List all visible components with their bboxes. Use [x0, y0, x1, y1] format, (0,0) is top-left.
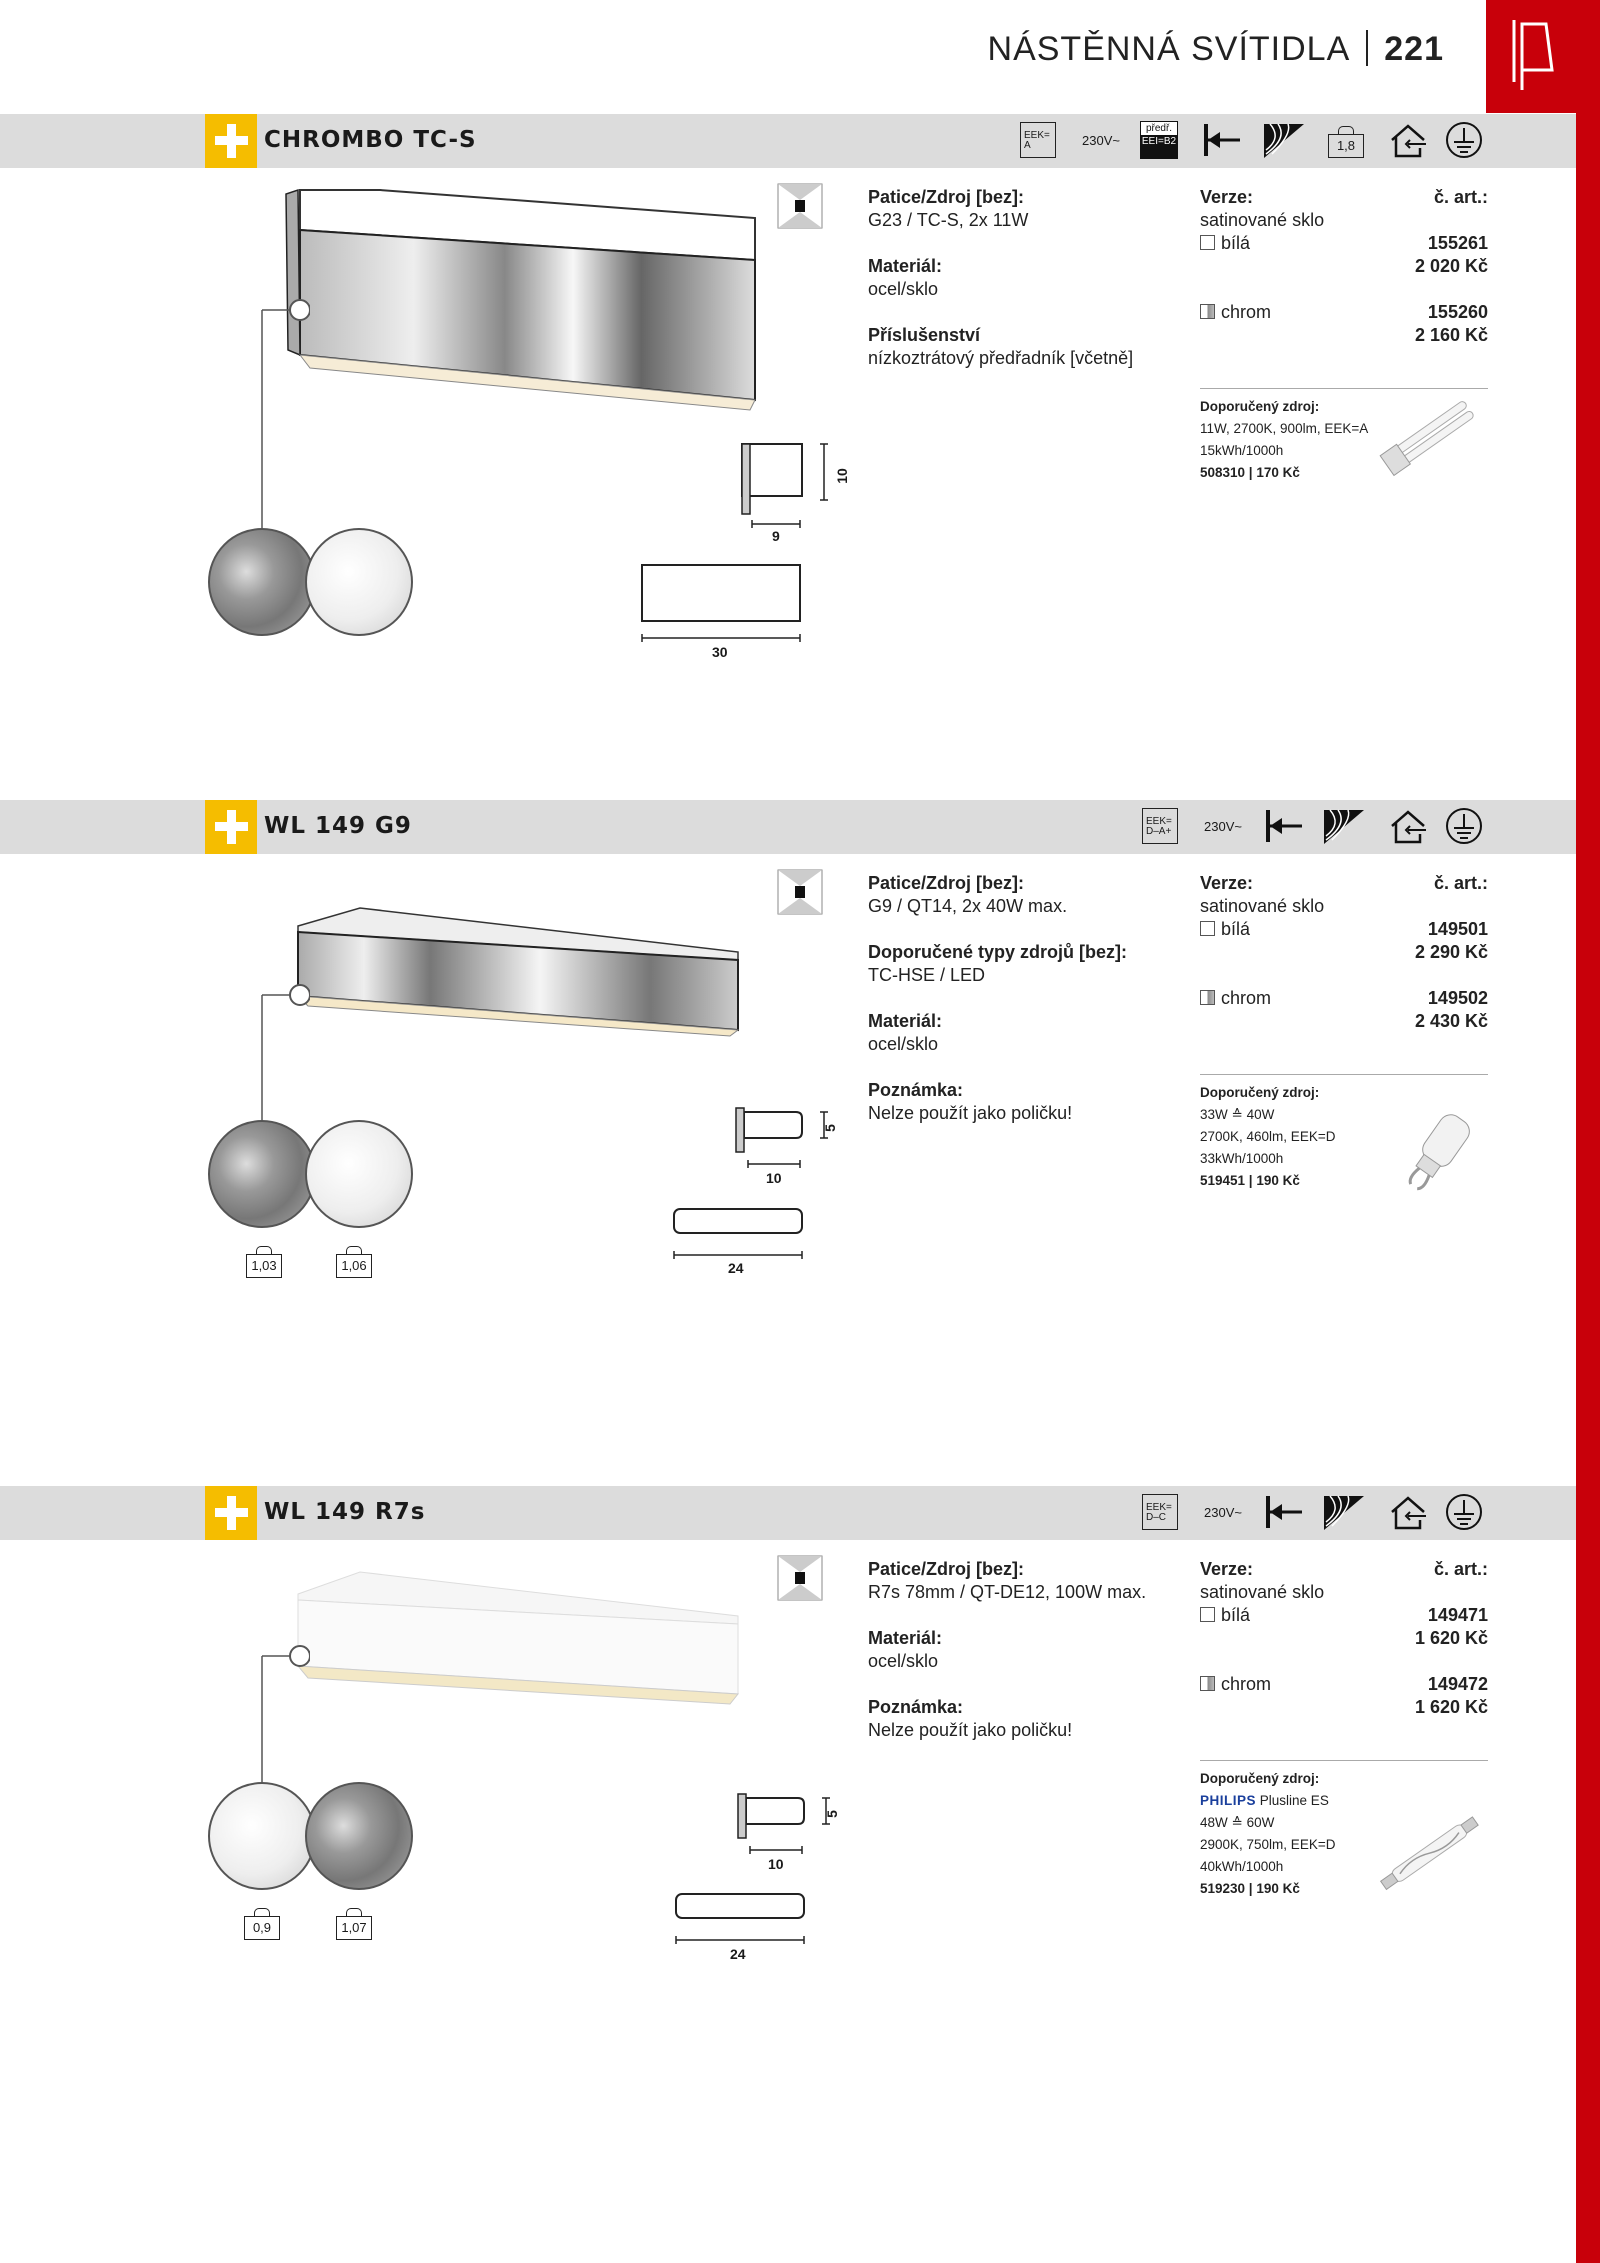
spec-label: Materiál: — [868, 1628, 943, 1648]
ballast-bottom: EEI=B2 — [1141, 136, 1177, 147]
weight-chrome: 1,03 — [246, 1254, 282, 1278]
variant-price: 2 430 Kč — [1414, 1011, 1488, 1031]
light-direction-icon — [776, 182, 824, 230]
spec-label: Poznámka: — [868, 1697, 964, 1717]
spec-label: Materiál: — [868, 256, 943, 276]
divider — [1200, 1074, 1488, 1075]
variant-name: chrom — [1221, 988, 1272, 1008]
spec-value: Nelze použít jako poličku! — [868, 1103, 1073, 1123]
voltage-label: 230V~ — [1204, 818, 1242, 834]
plus-icon — [205, 1486, 257, 1540]
light-direction-icon — [776, 868, 824, 916]
section-tab — [1486, 0, 1576, 113]
spec-label: Příslušenství — [868, 325, 981, 345]
class-arrow-icon — [1262, 806, 1306, 846]
dim-height: 10 — [833, 468, 850, 484]
spec-label: Patice/Zdroj [bez]: — [868, 1559, 1025, 1579]
beam-pattern-icon — [1322, 806, 1366, 846]
page-title — [988, 30, 1444, 69]
plus-icon — [205, 114, 257, 168]
spec-value: ocel/sklo — [868, 279, 939, 299]
dim-width: 24 — [730, 1946, 746, 1962]
swatch-chrome — [208, 528, 316, 636]
weight-icon: 1,8 — [1328, 120, 1364, 160]
spec-value: R7s 78mm / QT-DE12, 100W max. — [868, 1582, 1147, 1602]
variant-art: 149472 — [1427, 1674, 1488, 1694]
verze-label: Verze: — [1200, 187, 1254, 207]
recommended-source — [1200, 1768, 1400, 1900]
spec-value: ocel/sklo — [868, 1034, 939, 1054]
variant-name: bílá — [1221, 1605, 1251, 1625]
white-swatch-box — [1200, 1607, 1215, 1622]
brand-line: Plusline ES — [1259, 1793, 1329, 1808]
product-header-wl149-r7s — [0, 1486, 1576, 1540]
weight-chrome: 1,07 — [336, 1916, 372, 1940]
dim-width: 24 — [728, 1260, 744, 1276]
r7s-bulb-image — [1372, 1808, 1488, 1900]
variant-art: 149502 — [1427, 988, 1488, 1008]
spec-value: nízkoztrátový předřadník [včetně] — [868, 348, 1134, 368]
swatch-connector — [200, 290, 310, 530]
spec-value: Nelze použít jako poličku! — [868, 1720, 1073, 1740]
product-image-wl149-r7s — [290, 1566, 750, 1726]
chrome-swatch-box — [1200, 304, 1215, 319]
variant-art: 149471 — [1427, 1605, 1488, 1625]
dim-height: 5 — [823, 1810, 840, 1818]
swatch-chrome — [208, 1120, 316, 1228]
swatch-connector — [200, 975, 310, 1125]
edge-bar — [1576, 0, 1600, 2263]
dimension-side-drawing — [734, 1106, 844, 1170]
page-number: 221 — [1384, 30, 1444, 68]
ground-icon — [1444, 1492, 1484, 1532]
art-label: č. art.: — [1433, 187, 1488, 207]
chrome-swatch-box — [1200, 990, 1215, 1005]
swatch-white — [208, 1782, 316, 1890]
spec-value: TC-HSE / LED — [868, 965, 986, 985]
recommended-line: 48W ≙ 60W — [1200, 1815, 1275, 1830]
recommended-line: 2900K, 750lm, EEK=D — [1200, 1837, 1336, 1852]
section-title: NÁSTĚNNÁ SVÍTIDLA — [987, 30, 1351, 68]
variant-art: 155260 — [1427, 302, 1488, 322]
glass-type: satinované sklo — [1200, 1582, 1325, 1602]
beam-pattern-icon — [1322, 1492, 1366, 1532]
variant-name: chrom — [1221, 302, 1272, 322]
beam-pattern-icon — [1262, 120, 1306, 160]
recommended-code: 508310 | 170 Kč — [1200, 465, 1300, 480]
variant-name: chrom — [1221, 1674, 1272, 1694]
glass-type: satinované sklo — [1200, 210, 1325, 230]
divider — [1200, 1760, 1488, 1761]
recommended-source — [1200, 396, 1400, 484]
indoor-house-icon — [1386, 120, 1430, 160]
variant-name: bílá — [1221, 233, 1251, 253]
white-swatch-box — [1200, 235, 1215, 250]
recommended-line: 2700K, 460lm, EEK=D — [1200, 1129, 1336, 1144]
recommended-line: 40kWh/1000h — [1200, 1859, 1284, 1874]
variant-name: bílá — [1221, 919, 1251, 939]
verze-label: Verze: — [1200, 873, 1254, 893]
dim-depth: 10 — [768, 1856, 784, 1872]
dim-depth: 9 — [772, 528, 780, 544]
wall-lamp-icon — [1486, 0, 1576, 113]
art-label: č. art.: — [1433, 873, 1488, 893]
spec-block — [868, 872, 1188, 1125]
spec-label: Materiál: — [868, 1011, 943, 1031]
recommended-line: 11W, 2700K, 900lm, EEK=A — [1200, 421, 1369, 436]
variants-block — [1200, 1558, 1488, 1719]
product-image-chrombo — [280, 180, 770, 430]
dimension-front-drawing — [672, 1890, 808, 1950]
g9-bulb-image — [1388, 1106, 1488, 1198]
variant-art: 149501 — [1427, 919, 1488, 939]
dimension-side-drawing — [736, 1792, 846, 1856]
variants-block — [1200, 186, 1488, 347]
dimension-front-drawing — [638, 563, 806, 645]
recommended-line: 15kWh/1000h — [1200, 443, 1284, 458]
eek-icon: EEK= D–A+ — [1142, 806, 1178, 846]
dim-depth: 10 — [766, 1170, 782, 1186]
weight-white: 1,06 — [336, 1254, 372, 1278]
spec-value: G9 / QT14, 2x 40W max. — [868, 896, 1068, 916]
dim-height: 5 — [821, 1124, 838, 1132]
verze-label: Verze: — [1200, 1559, 1254, 1579]
divider — [1200, 388, 1488, 389]
spec-block — [868, 1558, 1168, 1742]
tcs-bulb-image — [1375, 392, 1485, 484]
swatch-white — [305, 1120, 413, 1228]
recommended-code: 519451 | 190 Kč — [1200, 1173, 1300, 1188]
ballast-icon — [1140, 120, 1178, 160]
product-name: WL 149 R7s — [264, 1499, 426, 1525]
swatch-chrome — [305, 1782, 413, 1890]
dim-width: 30 — [712, 644, 728, 660]
spec-label: Poznámka: — [868, 1080, 964, 1100]
recommended-line: 33kWh/1000h — [1200, 1151, 1284, 1166]
variant-price: 2 020 Kč — [1414, 256, 1488, 276]
product-name: CHROMBO TC-S — [264, 127, 477, 153]
product-name: WL 149 G9 — [264, 813, 412, 839]
indoor-house-icon — [1386, 1492, 1430, 1532]
spec-block — [868, 186, 1168, 370]
ground-icon — [1444, 120, 1484, 160]
voltage-label: 230V~ — [1204, 1504, 1242, 1520]
variants-block — [1200, 872, 1488, 1033]
voltage-label: 230V~ — [1082, 132, 1120, 148]
light-direction-icon — [776, 1554, 824, 1602]
swatch-white — [305, 528, 413, 636]
spec-label: Doporučené typy zdrojů [bez]: — [868, 942, 1128, 962]
indoor-house-icon — [1386, 806, 1430, 846]
swatch-connector — [200, 1636, 310, 1786]
glass-type: satinované sklo — [1200, 896, 1325, 916]
philips-brand: PHILIPS — [1200, 1793, 1257, 1808]
spec-label: Patice/Zdroj [bez]: — [868, 873, 1025, 893]
recommended-line: 33W ≙ 40W — [1200, 1107, 1275, 1122]
spec-label: Patice/Zdroj [bez]: — [868, 187, 1025, 207]
recommended-title: Doporučený zdroj: — [1200, 1771, 1320, 1786]
product-image-wl149-g9 — [290, 900, 750, 1050]
weight-white: 0,9 — [244, 1916, 280, 1940]
class-arrow-icon — [1200, 120, 1244, 160]
recommended-code: 519230 | 190 Kč — [1200, 1881, 1300, 1896]
variant-price: 2 290 Kč — [1414, 942, 1488, 962]
chrome-swatch-box — [1200, 1676, 1215, 1691]
ground-icon — [1444, 806, 1484, 846]
spec-value: ocel/sklo — [868, 1651, 939, 1671]
eek-icon: EEK= A — [1020, 120, 1056, 160]
variant-price: 1 620 Kč — [1414, 1697, 1488, 1717]
recommended-title: Doporučený zdroj: — [1200, 399, 1320, 414]
plus-icon — [205, 800, 257, 854]
dimension-front-drawing — [670, 1205, 806, 1265]
class-arrow-icon — [1262, 1492, 1306, 1532]
eek-icon: EEK= D–C — [1142, 1492, 1178, 1532]
spec-value: G23 / TC-S, 2x 11W — [868, 210, 1029, 230]
product-header-wl149-g9 — [0, 800, 1576, 854]
variant-price: 1 620 Kč — [1414, 1628, 1488, 1648]
art-label: č. art.: — [1433, 1559, 1488, 1579]
product-header-chrombo — [0, 114, 1576, 168]
dimension-side-drawing — [738, 438, 848, 538]
recommended-source — [1200, 1082, 1400, 1192]
white-swatch-box — [1200, 921, 1215, 936]
variant-price: 2 160 Kč — [1414, 325, 1488, 345]
ballast-top: předř. — [1141, 122, 1177, 135]
variant-art: 155261 — [1427, 233, 1488, 253]
recommended-title: Doporučený zdroj: — [1200, 1085, 1320, 1100]
